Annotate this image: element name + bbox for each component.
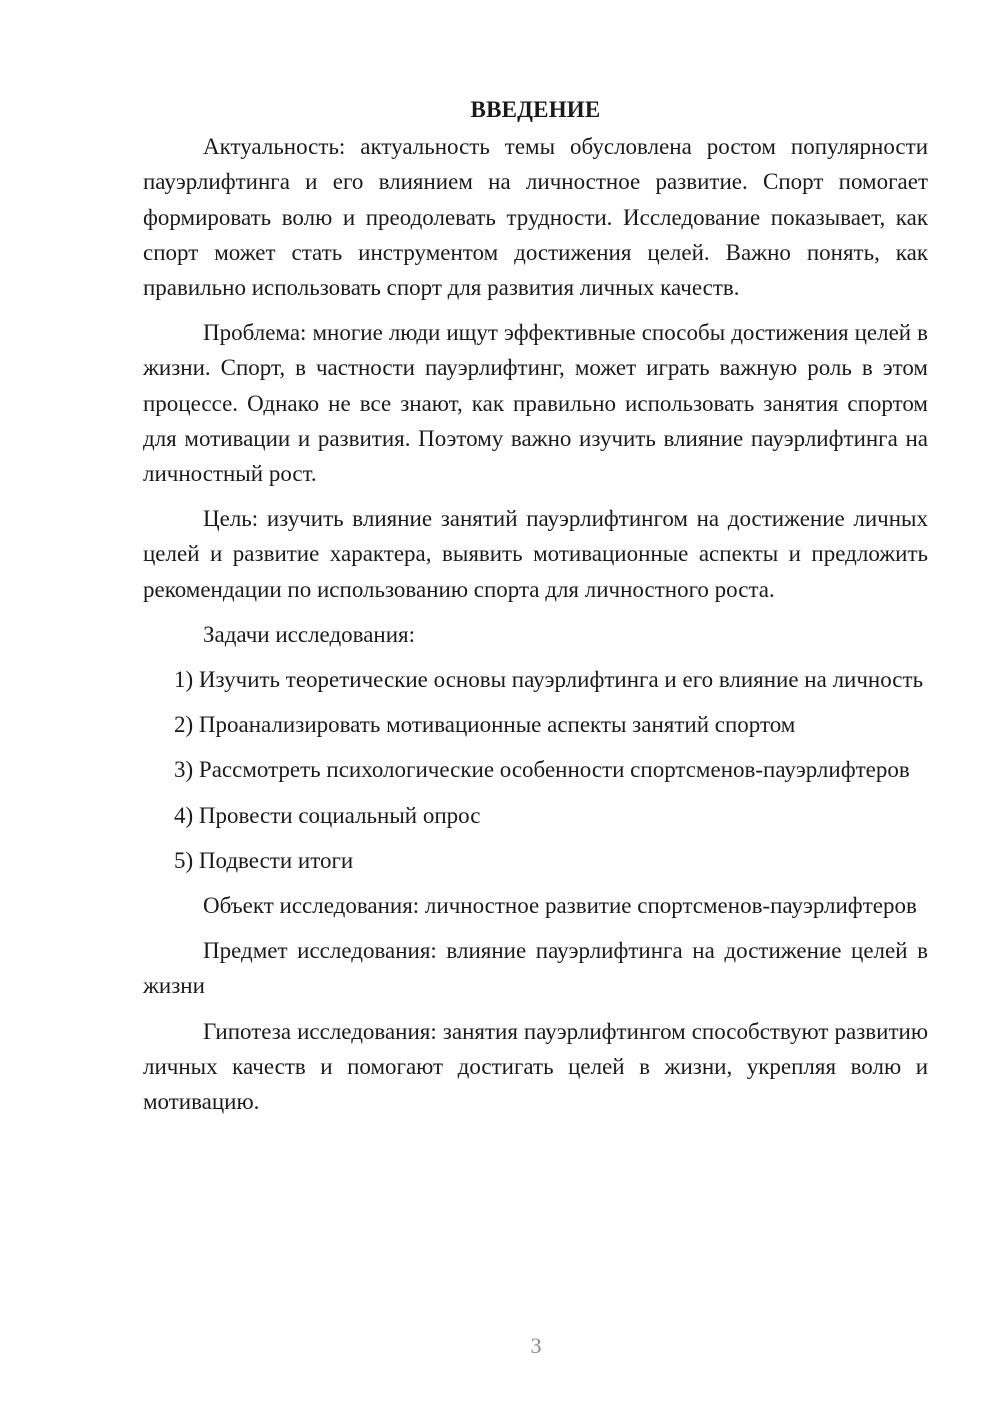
paragraph-goal: Цель: изучить влияние занятий пауэрлифтингом на достижение личных целей и развитие характера, выявить мотивационные аспекты и предложить рекомендации по использованию спорта для личностного роста. <box>143 506 928 602</box>
page-number: 3 <box>530 1333 542 1358</box>
paragraph-subject: Предмет исследования: влияние пауэрлифтинга на достижение целей в жизни <box>143 938 928 999</box>
list-item: 3) Рассмотреть психологические особенности спортсменов-пауэрлифтеров <box>174 757 910 783</box>
paragraph-hypothesis: Гипотеза исследования: занятия пауэрлифтингом способствуют развитию личных качеств и помогают достигать целей в жизни, укрепляя волю и мотивацию. <box>143 1018 928 1115</box>
list-item: 1) Изучить теоретические основы пауэрлифтинга и его влияние на личность <box>174 667 924 693</box>
page-title: ВВЕДЕНИЕ <box>470 97 601 122</box>
paragraph-object: Объект исследования: личностное развитие спортсменов-пауэрлифтеров <box>203 893 917 919</box>
list-item: 5) Подвести итоги <box>174 847 354 873</box>
tasks-list <box>143 662 928 878</box>
tasks-heading: Задачи исследования: <box>203 621 416 647</box>
document-page <box>143 92 928 1129</box>
list-item: 2) Проанализировать мотивационные аспекты занятий спортом <box>174 712 796 738</box>
paragraph-problem: Проблема: многие люди ищут эффективные способы достижения целей в жизни. Спорт, в частности пауэрлифтинг, может играть важную роль в этом процессе. Однако не все знают, как правильно использовать занятия спортом для мотивации и развития. Поэтому важно изучить влияние пауэрлифтинга на личностный рост. <box>143 320 928 487</box>
list-item: 4) Провести социальный опрос <box>174 802 481 828</box>
paragraph-relevance: Актуальность: актуальность темы обусловлена ростом популярности пауэрлифтинга и его влиянием на личностное развитие. Спорт помогает формировать волю и преодолевать трудности. Исследование показывает, как спорт может стать инструментом достижения целей. Важно понять, как правильно использовать спорт для развития личных качеств. <box>143 134 928 301</box>
